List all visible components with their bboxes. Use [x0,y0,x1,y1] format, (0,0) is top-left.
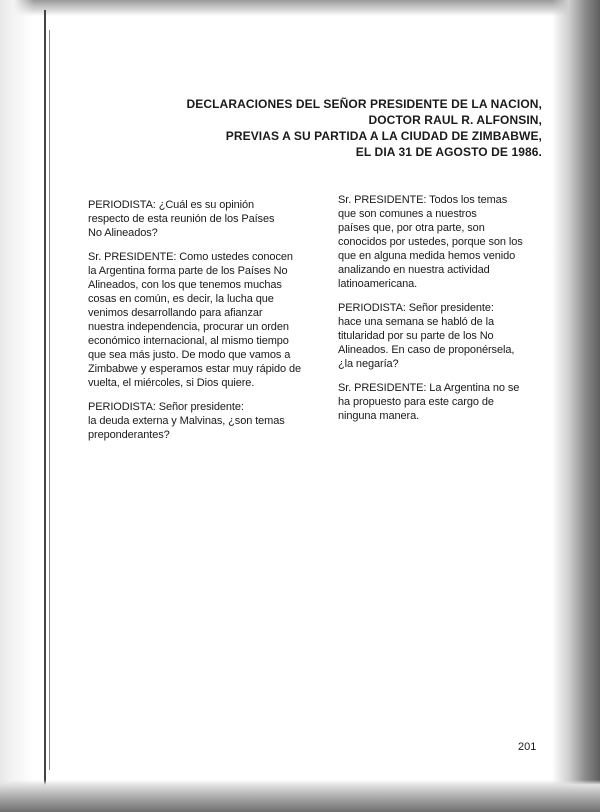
text-line: conocidos por ustedes, porque son los [338,236,523,248]
text-line: respecto de esta reunión de los Países [88,213,275,225]
text-line: Sr. PRESIDENTE: Todos los temas [338,194,508,206]
text-line: Sr. PRESIDENTE: La Argentina no se [338,382,520,394]
text-line: que en alguna medida hemos venido [338,250,516,262]
header-line: DOCTOR RAUL R. ALFONSIN, [368,113,542,127]
text-line: latinoamericana. [338,278,418,290]
answer-paragraph [88,250,320,390]
scan-edge-top [0,0,600,16]
text-line: vuelta, el miércoles, si Dios quiere. [88,377,255,389]
binding-line-inner [49,30,50,770]
page-number: 201 [518,741,537,753]
question-paragraph [88,198,320,240]
question-paragraph [338,301,544,371]
question-paragraph [88,400,320,442]
text-line: que sea más justo. De modo que vamos a [88,349,291,361]
text-line: hace una semana se habló de la [338,316,495,328]
scan-edge-bottom [0,780,600,812]
text-line: nuestra independencia, procurar un orden [88,321,289,333]
answer-paragraph [338,381,544,423]
left-column [88,198,320,452]
text-line: Alineados. En caso de proponérsela, [338,344,515,356]
text-line: preponderantes? [88,429,170,441]
text-line: cosas en común, es decir, la lucha que [88,293,274,305]
text-line: la Argentina forma parte de los Países No [88,265,288,277]
text-line: Sr. PRESIDENTE: Como ustedes conocen [88,251,293,263]
binding-line [44,10,46,788]
text-line: Alineados, con los que tenemos muchas [88,279,282,291]
header-line: DECLARACIONES DEL SEÑOR PRESIDENTE DE LA NACION, [186,97,542,111]
text-line: ninguna manera. [338,410,420,422]
text-line: venimos desarrollando para afianzar [88,307,263,319]
text-line: que son comunes a nuestros [338,208,477,220]
text-line: Zimbabwe y esperamos estar muy rápido de [88,363,302,375]
text-line: ¿la negaría? [338,358,399,370]
text-line: No Alineados? [88,227,158,239]
text-line: económico internacional, al mismo tiempo [88,335,289,347]
header-line: PREVIAS A SU PARTIDA A LA CIUDAD DE ZIMBABWE, [225,129,542,143]
scan-edge-right [552,0,600,812]
text-line: analizando en nuestra actividad [338,264,490,276]
document-header [122,96,542,160]
text-line: PERIODISTA: Señor presidente: [88,401,244,413]
text-line: ha propuesto para este cargo de [338,396,494,408]
text-line: PERIODISTA: Señor presidente: [338,302,494,314]
right-column [338,193,544,433]
text-line: la deuda externa y Malvinas, ¿son temas [88,415,285,427]
text-line: titularidad por su parte de los No [338,330,494,342]
answer-paragraph [338,193,544,291]
text-line: PERIODISTA: ¿Cuál es su opinión [88,199,255,211]
header-line: EL DIA 31 DE AGOSTO DE 1986. [355,145,542,159]
text-line: países que, por otra parte, son [338,222,485,234]
scan-edge-left [0,0,34,812]
